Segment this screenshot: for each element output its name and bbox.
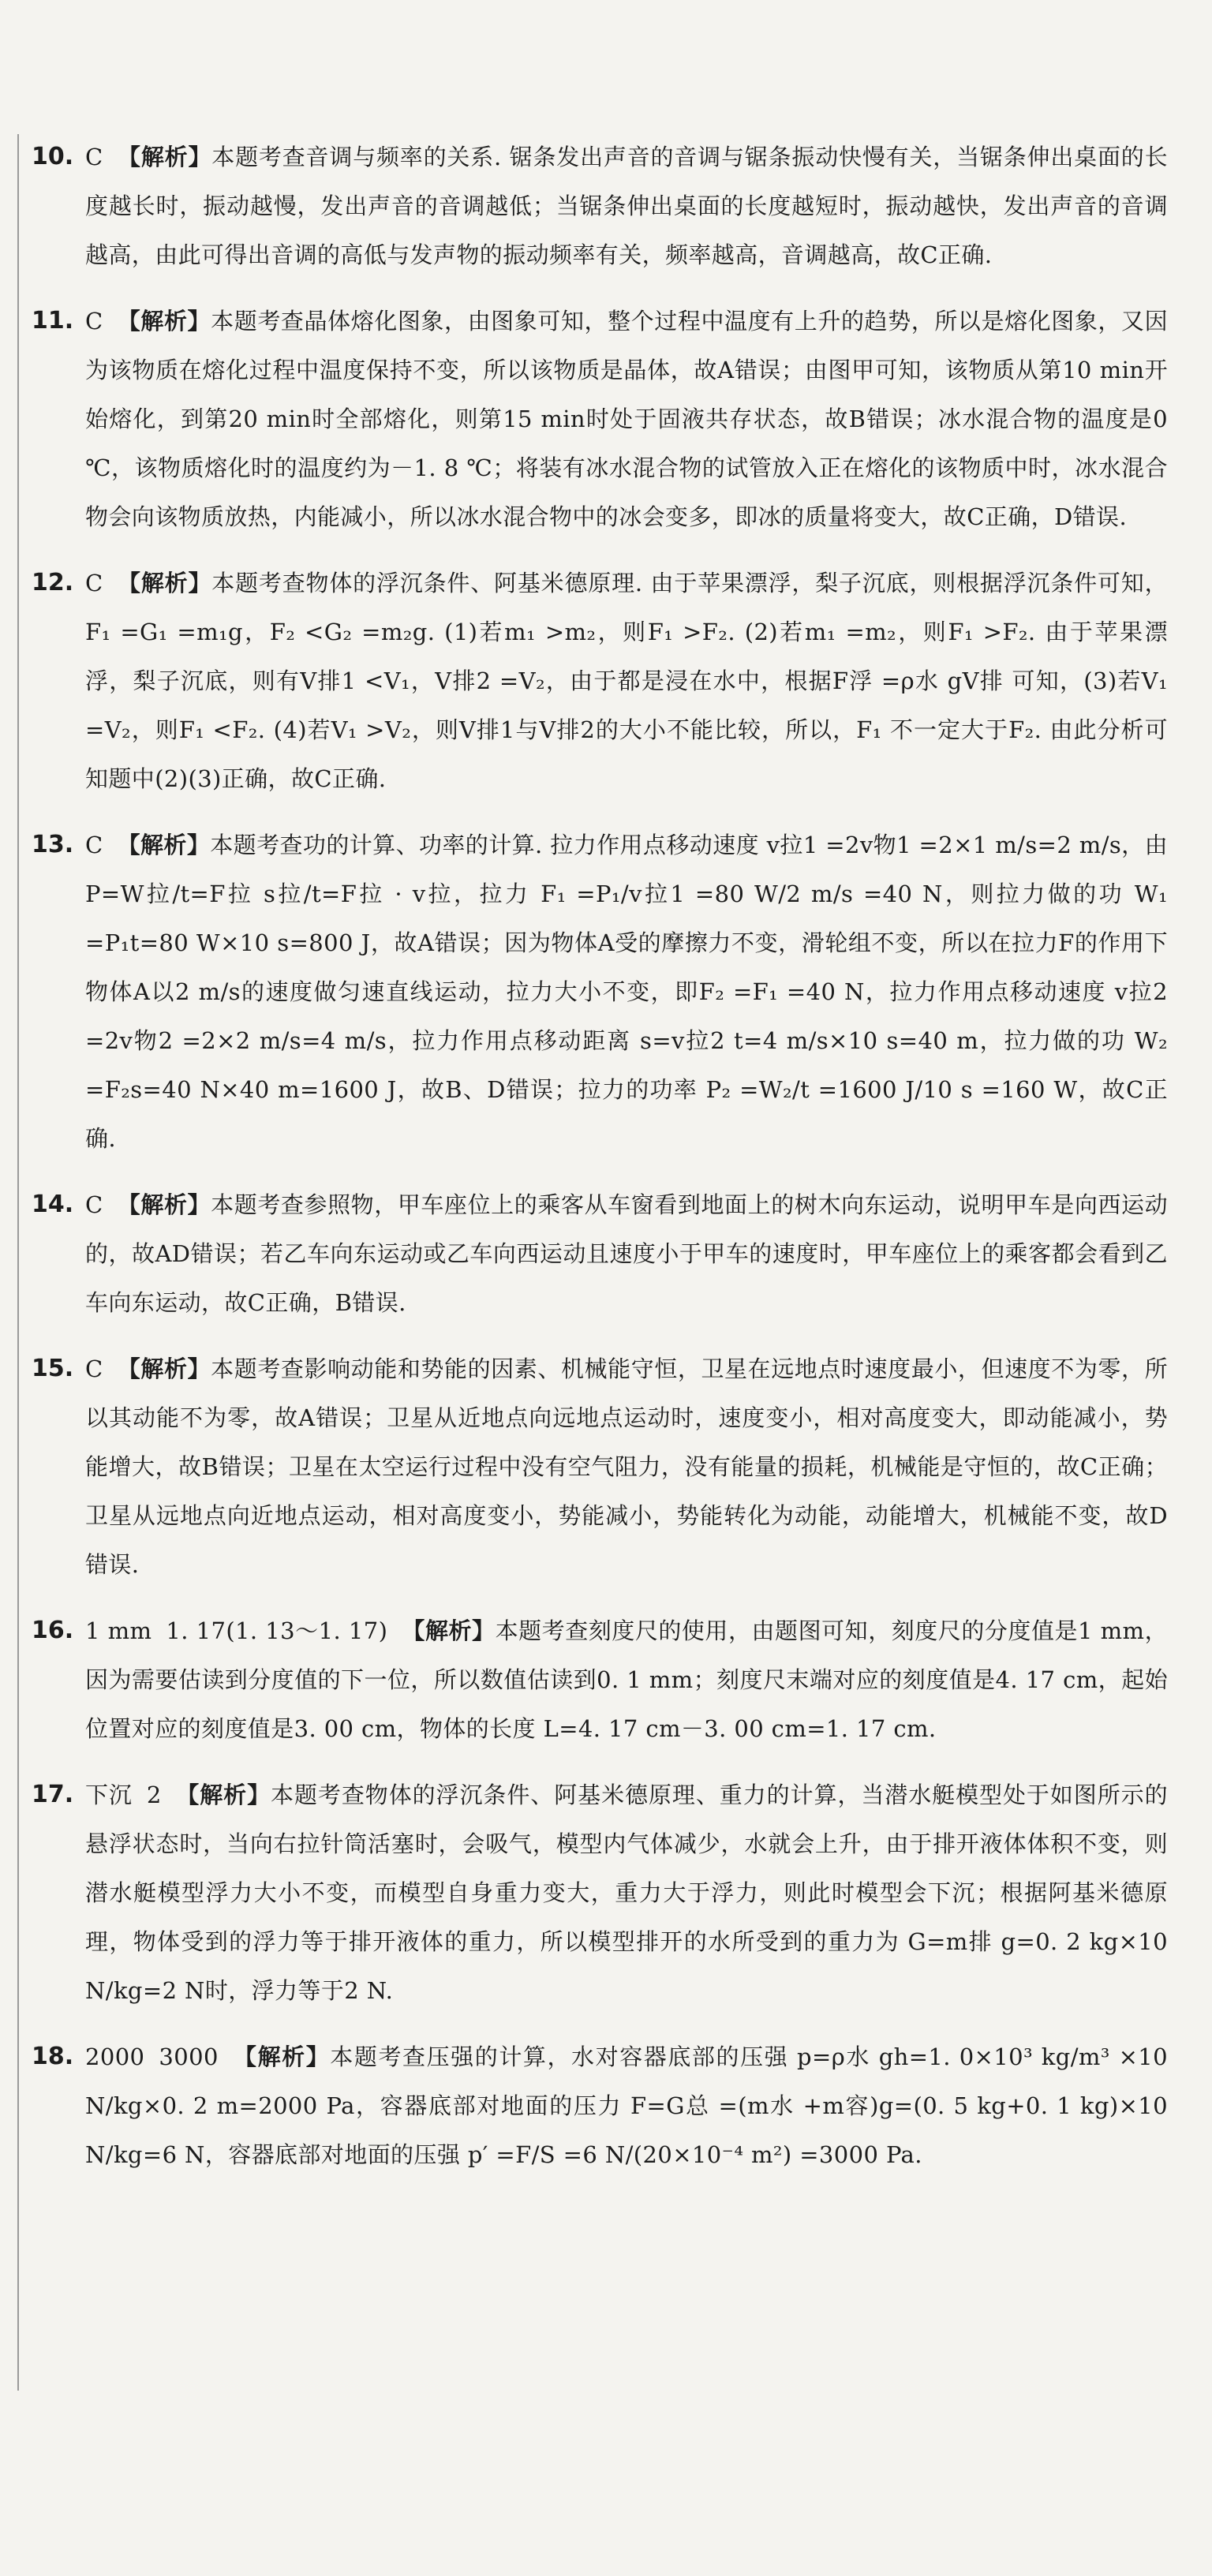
item-analysis: 本题考查压强的计算，水对容器底部的压强 p=ρ水 gh=1. 0×10³ kg/m³ ×10 N/kg×0. 2 m=2000 Pa，容器底部对地面的压力 F=G总 =(m水 +m容)g=(0. 5 kg+0. 1 kg)×10 N/kg=6 N，容器底部对地面的压强 p′ =F/S =6 N/(20×10⁻⁴ m²) =3000 Pa.	[85, 2043, 1168, 2168]
item-number: 13.	[32, 831, 74, 858]
item-answer: 1 mm	[85, 1617, 152, 1644]
analysis-tag: 【解析】	[117, 1191, 211, 1218]
answer-item-15	[32, 1344, 1168, 1589]
item-analysis: 本题考查功的计算、功率的计算. 拉力作用点移动速度 v拉1 =2v物1 =2×1 m/s=2 m/s，由 P=W拉/t=F拉 s拉/t=F拉 · v拉，拉力 F₁ =P₁/v拉1 =80 W/2 m/s =40 N，则拉力做的功 W₁ =P₁t=80 W×10 s=800 J，故A错误；因为物体A受的摩擦力不变，滑轮组不变，所以在拉力F的作用下物体A以2 m/s的速度做匀速直线运动，拉力大小不变，即F₂ =F₁ =40 N，拉力作用点移动速度 v拉2 =2v物2 =2×2 m/s=4 m/s，拉力作用点移动距离 s=v拉2 t=4 m/s×10 s=40 m，拉力做的功 W₂ =F₂s=40 N×40 m=1600 J，故B、D错误；拉力的功率 P₂ =W₂/t =1600 J/10 s =160 W，故C正确.	[85, 832, 1168, 1152]
analysis-tag: 【解析】	[402, 1617, 496, 1644]
item-answer: 2000	[85, 2043, 145, 2070]
answer-item-14	[32, 1180, 1168, 1327]
item-answer-2: 1. 17(1. 13～1. 17)	[166, 1617, 388, 1644]
item-text	[85, 1606, 1168, 1753]
answer-item-17	[32, 1770, 1168, 2015]
item-analysis: 本题考查晶体熔化图象，由图象可知，整个过程中温度有上升的趋势，所以是熔化图象，又因为该物质在熔化过程中温度保持不变，所以该物质是晶体，故A错误；由图甲可知，该物质从第10 min开始熔化，到第20 min时全部熔化，则第15 min时处于固液共存状态，故B错误；冰水混合物的温度是0 ℃，该物质熔化时的温度约为－1. 8 ℃；将装有冰水混合物的试管放入正在熔化的该物质中时，冰水混合物会向该物质放热，内能减小，所以冰水混合物中的冰会变多，即冰的质量将变大，故C正确，D错误.	[85, 308, 1169, 530]
item-number: 18.	[32, 2043, 74, 2070]
item-text	[85, 1344, 1168, 1589]
answer-item-18	[32, 2032, 1168, 2179]
item-text	[85, 2032, 1168, 2179]
item-answer: C	[85, 832, 103, 858]
item-analysis: 本题考查音调与频率的关系. 锯条发出声音的音调与锯条振动快慢有关，当锯条伸出桌面的长度越长时，振动越慢，发出声音的音调越低；当锯条伸出桌面的长度越短时，振动越快，发出声音的音调越高，由此可得出音调的高低与发声物的振动频率有关，频率越高，音调越高，故C正确.	[85, 144, 1168, 268]
item-analysis: 本题考查物体的浮沉条件、阿基米德原理. 由于苹果漂浮，梨子沉底，则根据浮沉条件可知，F₁ =G₁ =m₁g，F₂ <G₂ =m₂g. (1)若m₁ >m₂，则F₁ >F₂. (2)若m₁ =m₂，则F₁ >F₂. 由于苹果漂浮，梨子沉底，则有V排1 <V₁，V排2 =V₂，由于都是浸在水中，根据F浮 =ρ水 gV排 可知，(3)若V₁ =V₂，则F₁ <F₂. (4)若V₁ >V₂，则V排1与V排2的大小不能比较，所以，F₁ 不一定大于F₂. 由此分析可知题中(2)(3)正确，故C正确.	[85, 570, 1168, 792]
item-answer: 下沉	[85, 1782, 133, 1808]
item-analysis: 本题考查影响动能和势能的因素、机械能守恒，卫星在远地点时速度最小，但速度不为零，所以其动能不为零，故A错误；卫星从近地点向远地点运动时，速度变小，相对高度变大，即动能减小，势能增大，故B错误；卫星在太空运行过程中没有空气阻力，没有能量的损耗，机械能是守恒的，故C正确；卫星从远地点向近地点运动，相对高度变小，势能减小，势能转化为动能，动能增大，机械能不变，故D错误.	[85, 1355, 1169, 1578]
item-analysis: 本题考查物体的浮沉条件、阿基米德原理、重力的计算，当潜水艇模型处于如图所示的悬浮状态时，当向右拉针筒活塞时，会吸气，模型内气体减少，水就会上升，由于排开液体体积不变，则潜水艇模型浮力大小不变，而模型自身重力变大，重力大于浮力，则此时模型会下沉；根据阿基米德原理，物体受到的浮力等于排开液体的重力，所以模型排开的水所受到的重力为 G=m排 g=0. 2 kg×10 N/kg=2 N时，浮力等于2 N.	[85, 1782, 1168, 2004]
item-text	[85, 821, 1168, 1163]
item-number: 11.	[32, 307, 74, 335]
item-number: 10.	[32, 143, 74, 170]
analysis-tag: 【解析】	[117, 1355, 211, 1382]
answer-item-11	[32, 297, 1168, 541]
item-number: 17.	[32, 1781, 74, 1808]
item-number: 15.	[32, 1355, 74, 1382]
analysis-tag: 【解析】	[117, 144, 212, 170]
item-text	[85, 133, 1168, 279]
item-text	[85, 297, 1168, 541]
answer-page	[32, 133, 1168, 2197]
item-answer: C	[85, 570, 103, 596]
item-answer: C	[85, 1355, 103, 1382]
item-number: 16.	[32, 1617, 74, 1644]
answer-item-13	[32, 821, 1168, 1163]
analysis-tag: 【解析】	[117, 832, 211, 858]
item-answer: C	[85, 308, 103, 335]
analysis-tag: 【解析】	[232, 2043, 331, 2070]
item-answer: C	[85, 1191, 103, 1218]
item-answer-2: 2	[146, 1782, 162, 1808]
answer-item-10	[32, 133, 1168, 279]
left-margin-rule	[17, 134, 19, 2391]
item-text	[85, 1770, 1168, 2015]
item-analysis: 本题考查刻度尺的使用，由题图可知，刻度尺的分度值是1 mm，因为需要估读到分度值的下一位，所以数值估读到0. 1 mm；刻度尺末端对应的刻度值是4. 17 cm，起始位置对应的刻度值是3. 00 cm，物体的长度 L=4. 17 cm－3. 00 cm=1. 17 cm.	[85, 1617, 1168, 1742]
item-number: 12.	[32, 569, 74, 596]
item-analysis: 本题考查参照物，甲车座位上的乘客从车窗看到地面上的树木向东运动，说明甲车是向西运动的，故AD错误；若乙车向东运动或乙车向西运动且速度小于甲车的速度时，甲车座位上的乘客都会看到乙车向东运动，故C正确，B错误.	[85, 1191, 1169, 1316]
item-answer: C	[85, 144, 103, 170]
analysis-tag: 【解析】	[117, 570, 212, 596]
analysis-tag: 【解析】	[117, 308, 211, 335]
item-text	[85, 559, 1168, 803]
item-answer-2: 3000	[159, 2043, 219, 2070]
item-number: 14.	[32, 1191, 74, 1218]
answer-item-16	[32, 1606, 1168, 1753]
answer-item-12	[32, 559, 1168, 803]
item-text	[85, 1180, 1168, 1327]
analysis-tag: 【解析】	[175, 1782, 271, 1808]
